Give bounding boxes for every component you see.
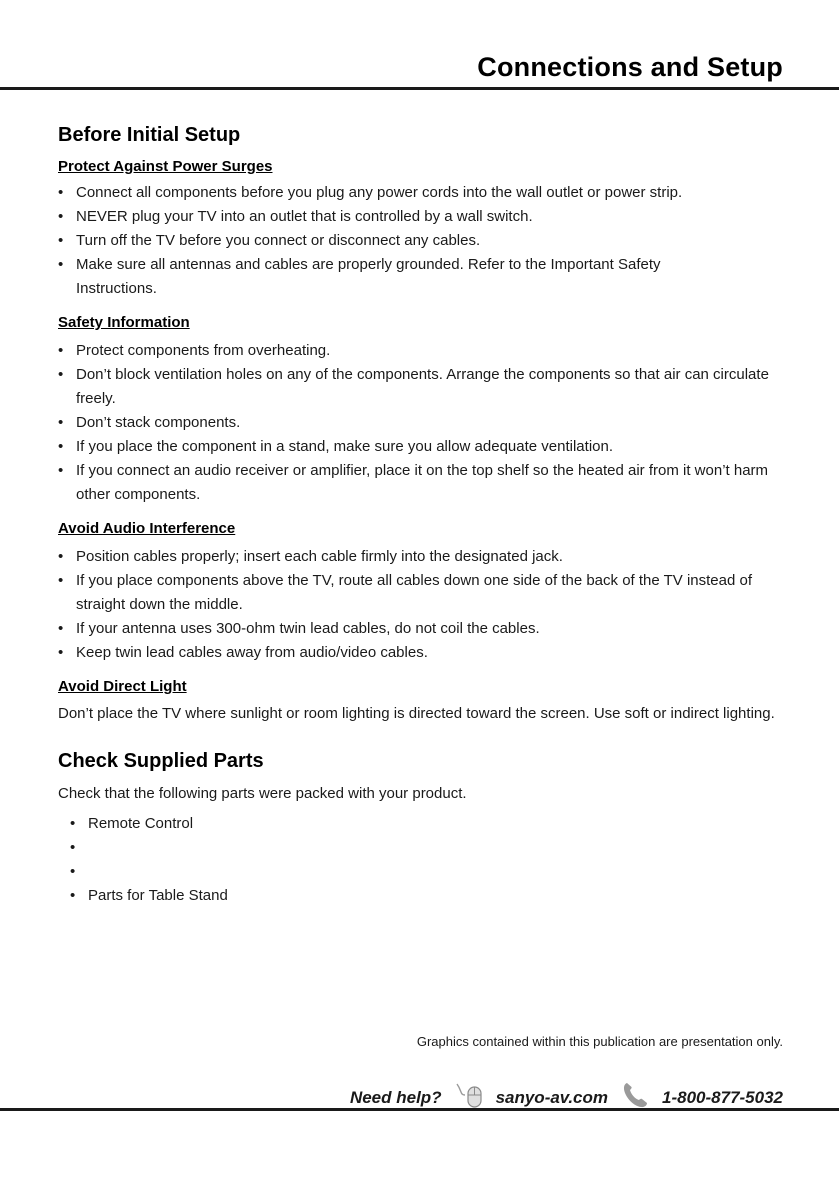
- main-content: [58, 122, 793, 908]
- list-item: • Don’t block ventilation holes on any of the components. Arrange the components so that air can circulate freely.: [58, 366, 769, 407]
- audio-interference-list: [58, 545, 793, 665]
- direct-light-subheading: Avoid Direct Light: [58, 678, 187, 695]
- list-item: • Connect all components before you plug any power cords into the wall outlet or power strip.: [58, 184, 683, 201]
- footer-divider: [0, 1108, 839, 1111]
- list-item: • Turn off the TV before you connect or disconnect any cables.: [58, 232, 481, 249]
- list-item: • Keep twin lead cables away from audio/video cables.: [58, 644, 428, 661]
- header-divider: [0, 87, 839, 90]
- section-power-surges: [58, 157, 793, 301]
- before-setup-heading: Before Initial Setup: [58, 124, 241, 146]
- direct-light-text: Don’t place the TV where sunlight or room lighting is directed toward the screen. Use soft or indirect lighting.: [58, 705, 775, 722]
- list-item: • Parts for Table Stand: [70, 887, 228, 904]
- disclaimer: Graphics contained within this publication are presentation only.: [416, 1034, 783, 1049]
- list-item: • NEVER plug your TV into an outlet that is controlled by a wall switch.: [58, 208, 533, 225]
- supplied-parts-list: [58, 812, 793, 908]
- list-item: • If you connect an audio receiver or amplifier, place it on the top shelf so the heated air from it won’t harm other components.: [58, 462, 769, 503]
- power-surges-list: [58, 181, 793, 301]
- section-audio-interference: [58, 519, 793, 665]
- section-safety-information: [58, 313, 793, 507]
- safety-information-subheading: Safety Information: [58, 314, 190, 331]
- list-item: •: [70, 839, 76, 856]
- section-direct-light: [58, 677, 793, 726]
- list-item: • Make sure all antennas and cables are properly grounded. Refer to the Important Safety Instructions.: [58, 256, 661, 297]
- list-item: • If you place the component in a stand, make sure you allow adequate ventilation.: [58, 438, 614, 455]
- supplied-parts-intro: Check that the following parts were packed with your product.: [58, 785, 467, 802]
- list-item: • If you place components above the TV, route all cables down one side of the back of the TV instead of straight down the middle.: [58, 572, 752, 613]
- power-surges-subheading: Protect Against Power Surges: [58, 158, 273, 175]
- safety-information-list: [58, 339, 793, 507]
- list-item: • Position cables properly; insert each cable firmly into the designated jack.: [58, 548, 563, 565]
- page-title: Connections and Setup: [477, 52, 783, 82]
- list-item: • Don’t stack components.: [58, 414, 241, 431]
- list-item: • Protect components from overheating.: [58, 342, 331, 359]
- phone-number: 1-800-877-5032: [662, 1087, 783, 1107]
- list-item: •: [70, 863, 76, 880]
- supplied-parts-heading: Check Supplied Parts: [58, 750, 264, 772]
- need-help-label: Need help?: [349, 1087, 442, 1107]
- list-item: • If your antenna uses 300-ohm twin lead cables, do not coil the cables.: [58, 620, 540, 637]
- list-item: • Remote Control: [70, 815, 194, 832]
- website-link[interactable]: sanyo-av.com: [495, 1087, 609, 1107]
- audio-interference-subheading: Avoid Audio Interference: [58, 520, 236, 537]
